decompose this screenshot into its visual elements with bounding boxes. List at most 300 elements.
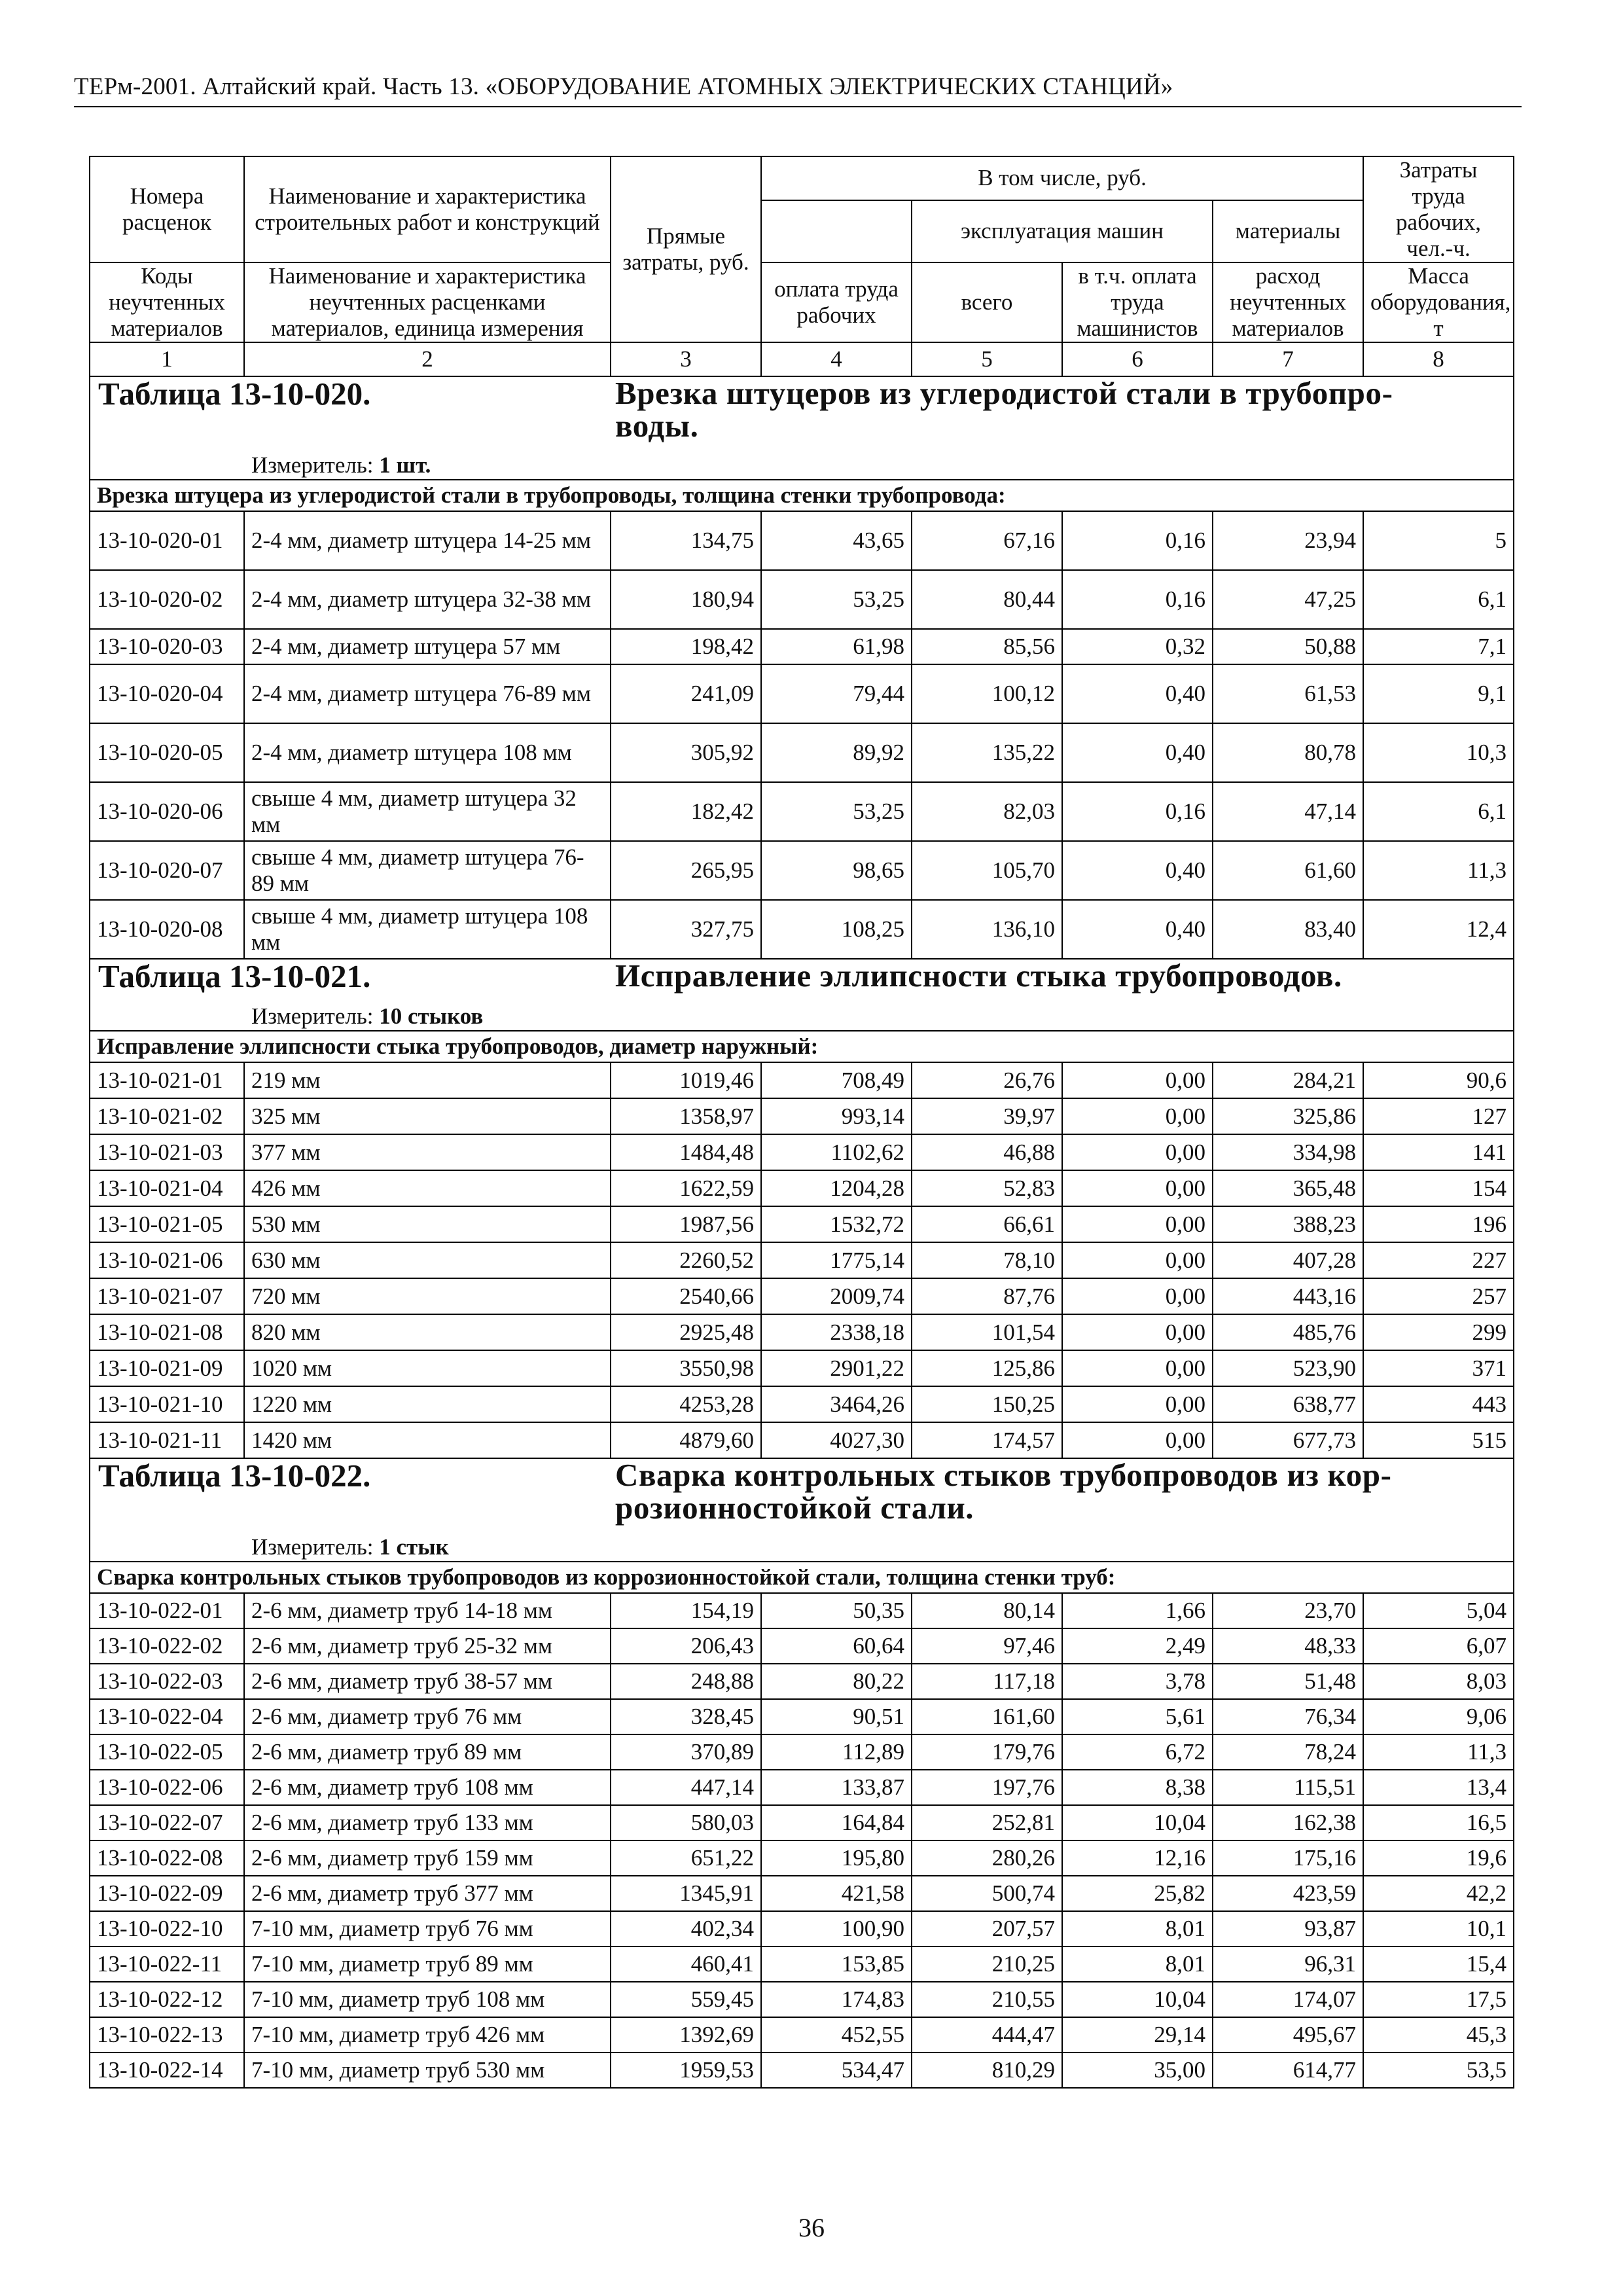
- labor-cost: 6,1: [1363, 570, 1514, 629]
- labor-cost: 9,06: [1363, 1699, 1514, 1734]
- worker-wage: 2009,74: [761, 1278, 912, 1314]
- machines-total: 101,54: [912, 1314, 1062, 1350]
- labor-cost: 12,4: [1363, 900, 1514, 959]
- rate-code: 13-10-021-09: [90, 1350, 244, 1386]
- machines-total: 136,10: [912, 900, 1062, 959]
- work-description: 630 мм: [244, 1242, 611, 1278]
- measure-value: 1 шт.: [379, 452, 431, 478]
- machinist-wage: 35,00: [1062, 2053, 1213, 2088]
- worker-wage: 112,89: [761, 1734, 912, 1770]
- direct-costs: 2260,52: [611, 1242, 761, 1278]
- direct-costs: 460,41: [611, 1946, 761, 1982]
- materials-cost: 485,76: [1213, 1314, 1363, 1350]
- machines-total: 210,55: [912, 1982, 1062, 2017]
- machines-total: 135,22: [912, 723, 1062, 782]
- labor-cost: 5: [1363, 511, 1514, 570]
- machines-total: 87,76: [912, 1278, 1062, 1314]
- table-number: Таблица 13-10-020.: [98, 376, 371, 412]
- materials-cost: 614,77: [1213, 2053, 1363, 2088]
- table-row: [90, 1422, 1514, 1458]
- labor-cost: 154: [1363, 1170, 1514, 1206]
- direct-costs: 206,43: [611, 1628, 761, 1664]
- materials-cost: 443,16: [1213, 1278, 1363, 1314]
- table-row: [90, 841, 1514, 900]
- direct-costs: 248,88: [611, 1664, 761, 1699]
- header-blank: [761, 200, 912, 262]
- table-row: [90, 1982, 1514, 2017]
- measure-line: [97, 1534, 1507, 1561]
- machines-total: 117,18: [912, 1664, 1062, 1699]
- machinist-wage: 8,01: [1062, 1946, 1213, 1982]
- worker-wage: 80,22: [761, 1664, 912, 1699]
- rate-code: 13-10-022-04: [90, 1699, 244, 1734]
- table-row: [90, 1805, 1514, 1840]
- machines-total: 125,86: [912, 1350, 1062, 1386]
- rate-code: 13-10-021-10: [90, 1386, 244, 1422]
- work-description: 7-10 мм, диаметр труб 89 мм: [244, 1946, 611, 1982]
- machinist-wage: 0,00: [1062, 1134, 1213, 1170]
- machinist-wage: 6,72: [1062, 1734, 1213, 1770]
- machinist-wage: 12,16: [1062, 1840, 1213, 1876]
- rate-code: 13-10-021-04: [90, 1170, 244, 1206]
- header-total: всего: [912, 262, 1062, 342]
- work-description: 426 мм: [244, 1170, 611, 1206]
- worker-wage: 53,25: [761, 782, 912, 841]
- header-direct-costs: Прямые затраты, руб.: [611, 156, 761, 342]
- direct-costs: 1622,59: [611, 1170, 761, 1206]
- work-description: 2-6 мм, диаметр труб 76 мм: [244, 1699, 611, 1734]
- work-description: 2-6 мм, диаметр труб 89 мм: [244, 1734, 611, 1770]
- work-description: 2-6 мм, диаметр труб 377 мм: [244, 1876, 611, 1911]
- work-description: 219 мм: [244, 1062, 611, 1098]
- worker-wage: 452,55: [761, 2017, 912, 2053]
- materials-cost: 388,23: [1213, 1206, 1363, 1242]
- machines-total: 78,10: [912, 1242, 1062, 1278]
- header-mass: Масса оборудования, т: [1363, 262, 1514, 342]
- direct-costs: 402,34: [611, 1911, 761, 1946]
- table-title-block: [90, 376, 1514, 480]
- work-description: 2-4 мм, диаметр штуцера 57 мм: [244, 629, 611, 664]
- table-row: [90, 1664, 1514, 1699]
- labor-cost: 19,6: [1363, 1840, 1514, 1876]
- machines-total: 252,81: [912, 1805, 1062, 1840]
- rate-code: 13-10-021-05: [90, 1206, 244, 1242]
- measure-line: [97, 452, 1507, 479]
- direct-costs: 4253,28: [611, 1386, 761, 1422]
- rate-code: 13-10-020-02: [90, 570, 244, 629]
- labor-cost: 9,1: [1363, 664, 1514, 723]
- rate-code: 13-10-020-07: [90, 841, 244, 900]
- work-description: 7-10 мм, диаметр труб 108 мм: [244, 1982, 611, 2017]
- worker-wage: 1775,14: [761, 1242, 912, 1278]
- worker-wage: 1204,28: [761, 1170, 912, 1206]
- machinist-wage: 25,82: [1062, 1876, 1213, 1911]
- machinist-wage: 3,78: [1062, 1664, 1213, 1699]
- table-number: Таблица 13-10-021.: [98, 958, 371, 994]
- header-labor-cost: Затраты труда рабочих, чел.-ч.: [1363, 156, 1514, 262]
- machines-total: 105,70: [912, 841, 1062, 900]
- worker-wage: 108,25: [761, 900, 912, 959]
- materials-cost: 80,78: [1213, 723, 1363, 782]
- table-row: [90, 570, 1514, 629]
- machines-total: 80,14: [912, 1593, 1062, 1628]
- work-description: 7-10 мм, диаметр труб 76 мм: [244, 1911, 611, 1946]
- column-number: 2: [244, 342, 611, 376]
- page-number: 36: [798, 2213, 825, 2242]
- table-row: [90, 900, 1514, 959]
- materials-cost: 23,94: [1213, 511, 1363, 570]
- table-title-block: [90, 959, 1514, 1031]
- materials-cost: 61,53: [1213, 664, 1363, 723]
- materials-cost: 48,33: [1213, 1628, 1363, 1664]
- worker-wage: 133,87: [761, 1770, 912, 1805]
- worker-wage: 4027,30: [761, 1422, 912, 1458]
- direct-costs: 134,75: [611, 511, 761, 570]
- rate-code: 13-10-021-07: [90, 1278, 244, 1314]
- table-row: [90, 782, 1514, 841]
- column-number: 5: [912, 342, 1062, 376]
- labor-cost: 5,04: [1363, 1593, 1514, 1628]
- worker-wage: 153,85: [761, 1946, 912, 1982]
- column-number: 6: [1062, 342, 1213, 376]
- materials-cost: 423,59: [1213, 1876, 1363, 1911]
- header-code: Номера расценок: [90, 156, 244, 262]
- header-machines: эксплуатация машин: [912, 200, 1213, 262]
- materials-cost: 47,14: [1213, 782, 1363, 841]
- table-row: [90, 2053, 1514, 2088]
- table-row: [90, 629, 1514, 664]
- machines-total: 280,26: [912, 1840, 1062, 1876]
- machinist-wage: 0,32: [1062, 629, 1213, 664]
- work-description: 820 мм: [244, 1314, 611, 1350]
- measure-label: Измеритель:: [251, 1003, 374, 1029]
- materials-cost: 523,90: [1213, 1350, 1363, 1386]
- rate-code: 13-10-022-09: [90, 1876, 244, 1911]
- worker-wage: 993,14: [761, 1098, 912, 1134]
- machinist-wage: 2,49: [1062, 1628, 1213, 1664]
- direct-costs: 3550,98: [611, 1350, 761, 1386]
- direct-costs: 1019,46: [611, 1062, 761, 1098]
- table-title-block: [90, 1458, 1514, 1562]
- work-description: 1020 мм: [244, 1350, 611, 1386]
- table-title: Сварка контрольных стыков трубопроводов из кор- розионностойкой стали.: [615, 1457, 1392, 1526]
- rate-code: 13-10-021-06: [90, 1242, 244, 1278]
- table-row: [90, 1170, 1514, 1206]
- direct-costs: 265,95: [611, 841, 761, 900]
- labor-cost: 227: [1363, 1242, 1514, 1278]
- labor-cost: 11,3: [1363, 841, 1514, 900]
- work-description: свыше 4 мм, диаметр штуцера 76-89 мм: [244, 841, 611, 900]
- machinist-wage: 0,40: [1062, 723, 1213, 782]
- direct-costs: 180,94: [611, 570, 761, 629]
- materials-cost: 284,21: [1213, 1062, 1363, 1098]
- labor-cost: 10,3: [1363, 723, 1514, 782]
- work-description: 2-4 мм, диаметр штуцера 14-25 мм: [244, 511, 611, 570]
- machinist-wage: 5,61: [1062, 1699, 1213, 1734]
- worker-wage: 60,64: [761, 1628, 912, 1664]
- materials-cost: 325,86: [1213, 1098, 1363, 1134]
- machines-total: 66,61: [912, 1206, 1062, 1242]
- measure-label: Измеритель:: [251, 1534, 374, 1560]
- worker-wage: 174,83: [761, 1982, 912, 2017]
- materials-cost: 162,38: [1213, 1805, 1363, 1840]
- work-description: 2-6 мм, диаметр труб 25-32 мм: [244, 1628, 611, 1664]
- machinist-wage: 0,40: [1062, 664, 1213, 723]
- work-description: 2-4 мм, диаметр штуцера 32-38 мм: [244, 570, 611, 629]
- work-description: 2-6 мм, диаметр труб 133 мм: [244, 1805, 611, 1840]
- machinist-wage: 1,66: [1062, 1593, 1213, 1628]
- measure-line: [97, 1003, 1507, 1030]
- labor-cost: 10,1: [1363, 1911, 1514, 1946]
- labor-cost: 6,1: [1363, 782, 1514, 841]
- direct-costs: 241,09: [611, 664, 761, 723]
- labor-cost: 371: [1363, 1350, 1514, 1386]
- machinist-wage: 0,40: [1062, 900, 1213, 959]
- rate-code: 13-10-021-11: [90, 1422, 244, 1458]
- materials-cost: 638,77: [1213, 1386, 1363, 1422]
- worker-wage: 2338,18: [761, 1314, 912, 1350]
- table-number: Таблица 13-10-022.: [98, 1458, 371, 1494]
- table-row: [90, 1593, 1514, 1628]
- column-numbers: [90, 342, 1514, 376]
- rate-code: 13-10-022-12: [90, 1982, 244, 2017]
- table-row: [90, 1242, 1514, 1278]
- column-number: 8: [1363, 342, 1514, 376]
- machines-total: 46,88: [912, 1134, 1062, 1170]
- running-header: ТЕРм-2001. Алтайский край. Часть 13. «ОБОРУДОВАНИЕ АТОМНЫХ ЭЛЕКТРИЧЕСКИХ СТАНЦИЙ»: [74, 72, 1522, 107]
- table-row: [90, 1314, 1514, 1350]
- machinist-wage: 10,04: [1062, 1982, 1213, 2017]
- work-description: 2-6 мм, диаметр труб 108 мм: [244, 1770, 611, 1805]
- work-description: 2-4 мм, диаметр штуцера 108 мм: [244, 723, 611, 782]
- table-row: [90, 1876, 1514, 1911]
- machinist-wage: 10,04: [1062, 1805, 1213, 1840]
- direct-costs: 182,42: [611, 782, 761, 841]
- work-description: 1220 мм: [244, 1386, 611, 1422]
- direct-costs: 447,14: [611, 1770, 761, 1805]
- direct-costs: 198,42: [611, 629, 761, 664]
- table-row: [90, 1062, 1514, 1098]
- direct-costs: 1959,53: [611, 2053, 761, 2088]
- machines-total: 150,25: [912, 1386, 1062, 1422]
- machines-total: 810,29: [912, 2053, 1062, 2088]
- labor-cost: 53,5: [1363, 2053, 1514, 2088]
- direct-costs: 1392,69: [611, 2017, 761, 2053]
- machines-total: 210,25: [912, 1946, 1062, 1982]
- machinist-wage: 0,00: [1062, 1062, 1213, 1098]
- rate-code: 13-10-020-01: [90, 511, 244, 570]
- direct-costs: 154,19: [611, 1593, 761, 1628]
- machines-total: 100,12: [912, 664, 1062, 723]
- machines-total: 82,03: [912, 782, 1062, 841]
- materials-cost: 23,70: [1213, 1593, 1363, 1628]
- table-row: [90, 2017, 1514, 2053]
- worker-wage: 61,98: [761, 629, 912, 664]
- header-wage: оплата труда рабочих: [761, 262, 912, 342]
- machinist-wage: 0,00: [1062, 1422, 1213, 1458]
- worker-wage: 164,84: [761, 1805, 912, 1840]
- materials-cost: 76,34: [1213, 1699, 1363, 1734]
- estimate-table: [89, 156, 1514, 2089]
- labor-cost: 13,4: [1363, 1770, 1514, 1805]
- worker-wage: 50,35: [761, 1593, 912, 1628]
- worker-wage: 708,49: [761, 1062, 912, 1098]
- materials-cost: 93,87: [1213, 1911, 1363, 1946]
- column-number: 4: [761, 342, 912, 376]
- work-description: 530 мм: [244, 1206, 611, 1242]
- materials-cost: 83,40: [1213, 900, 1363, 959]
- machines-total: 174,57: [912, 1422, 1062, 1458]
- column-number: 1: [90, 342, 244, 376]
- labor-cost: 257: [1363, 1278, 1514, 1314]
- table-row: [90, 723, 1514, 782]
- direct-costs: 370,89: [611, 1734, 761, 1770]
- materials-cost: 677,73: [1213, 1422, 1363, 1458]
- worker-wage: 89,92: [761, 723, 912, 782]
- work-description: 7-10 мм, диаметр труб 426 мм: [244, 2017, 611, 2053]
- direct-costs: 651,22: [611, 1840, 761, 1876]
- rate-code: 13-10-020-04: [90, 664, 244, 723]
- measure-value: 10 стыков: [379, 1003, 484, 1029]
- header-code-sub: Коды неучтенных материалов: [90, 262, 244, 342]
- materials-cost: 51,48: [1213, 1664, 1363, 1699]
- table-title: Врезка штуцеров из углеродистой стали в трубопро- воды.: [615, 375, 1393, 444]
- materials-cost: 96,31: [1213, 1946, 1363, 1982]
- machinist-wage: 8,01: [1062, 1911, 1213, 1946]
- worker-wage: 79,44: [761, 664, 912, 723]
- machinist-wage: 0,00: [1062, 1242, 1213, 1278]
- rate-code: 13-10-021-01: [90, 1062, 244, 1098]
- labor-cost: 42,2: [1363, 1876, 1514, 1911]
- work-description: 720 мм: [244, 1278, 611, 1314]
- labor-cost: 45,3: [1363, 2017, 1514, 2053]
- table-subheading: Врезка штуцера из углеродистой стали в трубопроводы, толщина стенки трубопровода:: [90, 480, 1514, 511]
- machines-total: 197,76: [912, 1770, 1062, 1805]
- rate-code: 13-10-022-03: [90, 1664, 244, 1699]
- worker-wage: 1102,62: [761, 1134, 912, 1170]
- materials-cost: 174,07: [1213, 1982, 1363, 2017]
- direct-costs: 327,75: [611, 900, 761, 959]
- materials-cost: 78,24: [1213, 1734, 1363, 1770]
- measure-value: 1 стык: [379, 1534, 449, 1560]
- worker-wage: 90,51: [761, 1699, 912, 1734]
- table-row: [90, 1206, 1514, 1242]
- table-row: [90, 1840, 1514, 1876]
- rate-code: 13-10-020-03: [90, 629, 244, 664]
- table-row: [90, 1350, 1514, 1386]
- machines-total: 500,74: [912, 1876, 1062, 1911]
- table-row: [90, 1278, 1514, 1314]
- machines-total: 52,83: [912, 1170, 1062, 1206]
- table-row: [90, 1734, 1514, 1770]
- labor-cost: 141: [1363, 1134, 1514, 1170]
- worker-wage: 98,65: [761, 841, 912, 900]
- table-row: [90, 664, 1514, 723]
- worker-wage: 100,90: [761, 1911, 912, 1946]
- labor-cost: 6,07: [1363, 1628, 1514, 1664]
- rate-code: 13-10-020-06: [90, 782, 244, 841]
- labor-cost: 299: [1363, 1314, 1514, 1350]
- labor-cost: 16,5: [1363, 1805, 1514, 1840]
- work-description: 1420 мм: [244, 1422, 611, 1458]
- rate-code: 13-10-022-11: [90, 1946, 244, 1982]
- worker-wage: 53,25: [761, 570, 912, 629]
- labor-cost: 196: [1363, 1206, 1514, 1242]
- direct-costs: 328,45: [611, 1699, 761, 1734]
- machinist-wage: 0,16: [1062, 570, 1213, 629]
- materials-cost: 495,67: [1213, 2017, 1363, 2053]
- rate-code: 13-10-022-01: [90, 1593, 244, 1628]
- machines-total: 161,60: [912, 1699, 1062, 1734]
- machinist-wage: 8,38: [1062, 1770, 1213, 1805]
- machines-total: 80,44: [912, 570, 1062, 629]
- materials-cost: 115,51: [1213, 1770, 1363, 1805]
- column-number: 7: [1213, 342, 1363, 376]
- labor-cost: 515: [1363, 1422, 1514, 1458]
- table-row: [90, 511, 1514, 570]
- labor-cost: 7,1: [1363, 629, 1514, 664]
- work-description: 2-6 мм, диаметр труб 159 мм: [244, 1840, 611, 1876]
- materials-cost: 47,25: [1213, 570, 1363, 629]
- table-row: [90, 1770, 1514, 1805]
- rate-code: 13-10-022-08: [90, 1840, 244, 1876]
- header-name: Наименование и характеристика строительных работ и конструкций: [244, 156, 611, 262]
- worker-wage: 1532,72: [761, 1206, 912, 1242]
- header-unaccounted: расход неучтенных материалов: [1213, 262, 1363, 342]
- worker-wage: 3464,26: [761, 1386, 912, 1422]
- machinist-wage: 0,16: [1062, 511, 1213, 570]
- worker-wage: 195,80: [761, 1840, 912, 1876]
- machines-total: 444,47: [912, 2017, 1062, 2053]
- table-row: [90, 1628, 1514, 1664]
- rate-code: 13-10-021-03: [90, 1134, 244, 1170]
- table-row: [90, 1386, 1514, 1422]
- direct-costs: 580,03: [611, 1805, 761, 1840]
- rate-code: 13-10-021-08: [90, 1314, 244, 1350]
- direct-costs: 1358,97: [611, 1098, 761, 1134]
- materials-cost: 61,60: [1213, 841, 1363, 900]
- machines-total: 207,57: [912, 1911, 1062, 1946]
- header-machinist-wage: в т.ч. оплата труда машинистов: [1062, 262, 1213, 342]
- table-row: [90, 1946, 1514, 1982]
- worker-wage: 534,47: [761, 2053, 912, 2088]
- header-name-sub: Наименование и характеристика неучтенных расценками материалов, единица измерения: [244, 262, 611, 342]
- work-description: свыше 4 мм, диаметр штуцера 32 мм: [244, 782, 611, 841]
- rate-code: 13-10-020-08: [90, 900, 244, 959]
- materials-cost: 407,28: [1213, 1242, 1363, 1278]
- measure-label: Измеритель:: [251, 452, 374, 478]
- direct-costs: 1484,48: [611, 1134, 761, 1170]
- labor-cost: 8,03: [1363, 1664, 1514, 1699]
- table-row: [90, 1098, 1514, 1134]
- table-subheading: Сварка контрольных стыков трубопроводов из коррозионностойкой стали, толщина стенки труб:: [90, 1562, 1514, 1593]
- machines-total: 179,76: [912, 1734, 1062, 1770]
- worker-wage: 421,58: [761, 1876, 912, 1911]
- labor-cost: 15,4: [1363, 1946, 1514, 1982]
- rate-code: 13-10-022-06: [90, 1770, 244, 1805]
- machines-total: 67,16: [912, 511, 1062, 570]
- work-description: 325 мм: [244, 1098, 611, 1134]
- materials-cost: 175,16: [1213, 1840, 1363, 1876]
- rate-code: 13-10-022-10: [90, 1911, 244, 1946]
- direct-costs: 1987,56: [611, 1206, 761, 1242]
- labor-cost: 11,3: [1363, 1734, 1514, 1770]
- labor-cost: 90,6: [1363, 1062, 1514, 1098]
- header-including: В том числе, руб.: [761, 156, 1363, 200]
- table-subheading: Исправление эллипсности стыка трубопроводов, диаметр наружный:: [90, 1031, 1514, 1062]
- machinist-wage: 0,00: [1062, 1386, 1213, 1422]
- direct-costs: 2925,48: [611, 1314, 761, 1350]
